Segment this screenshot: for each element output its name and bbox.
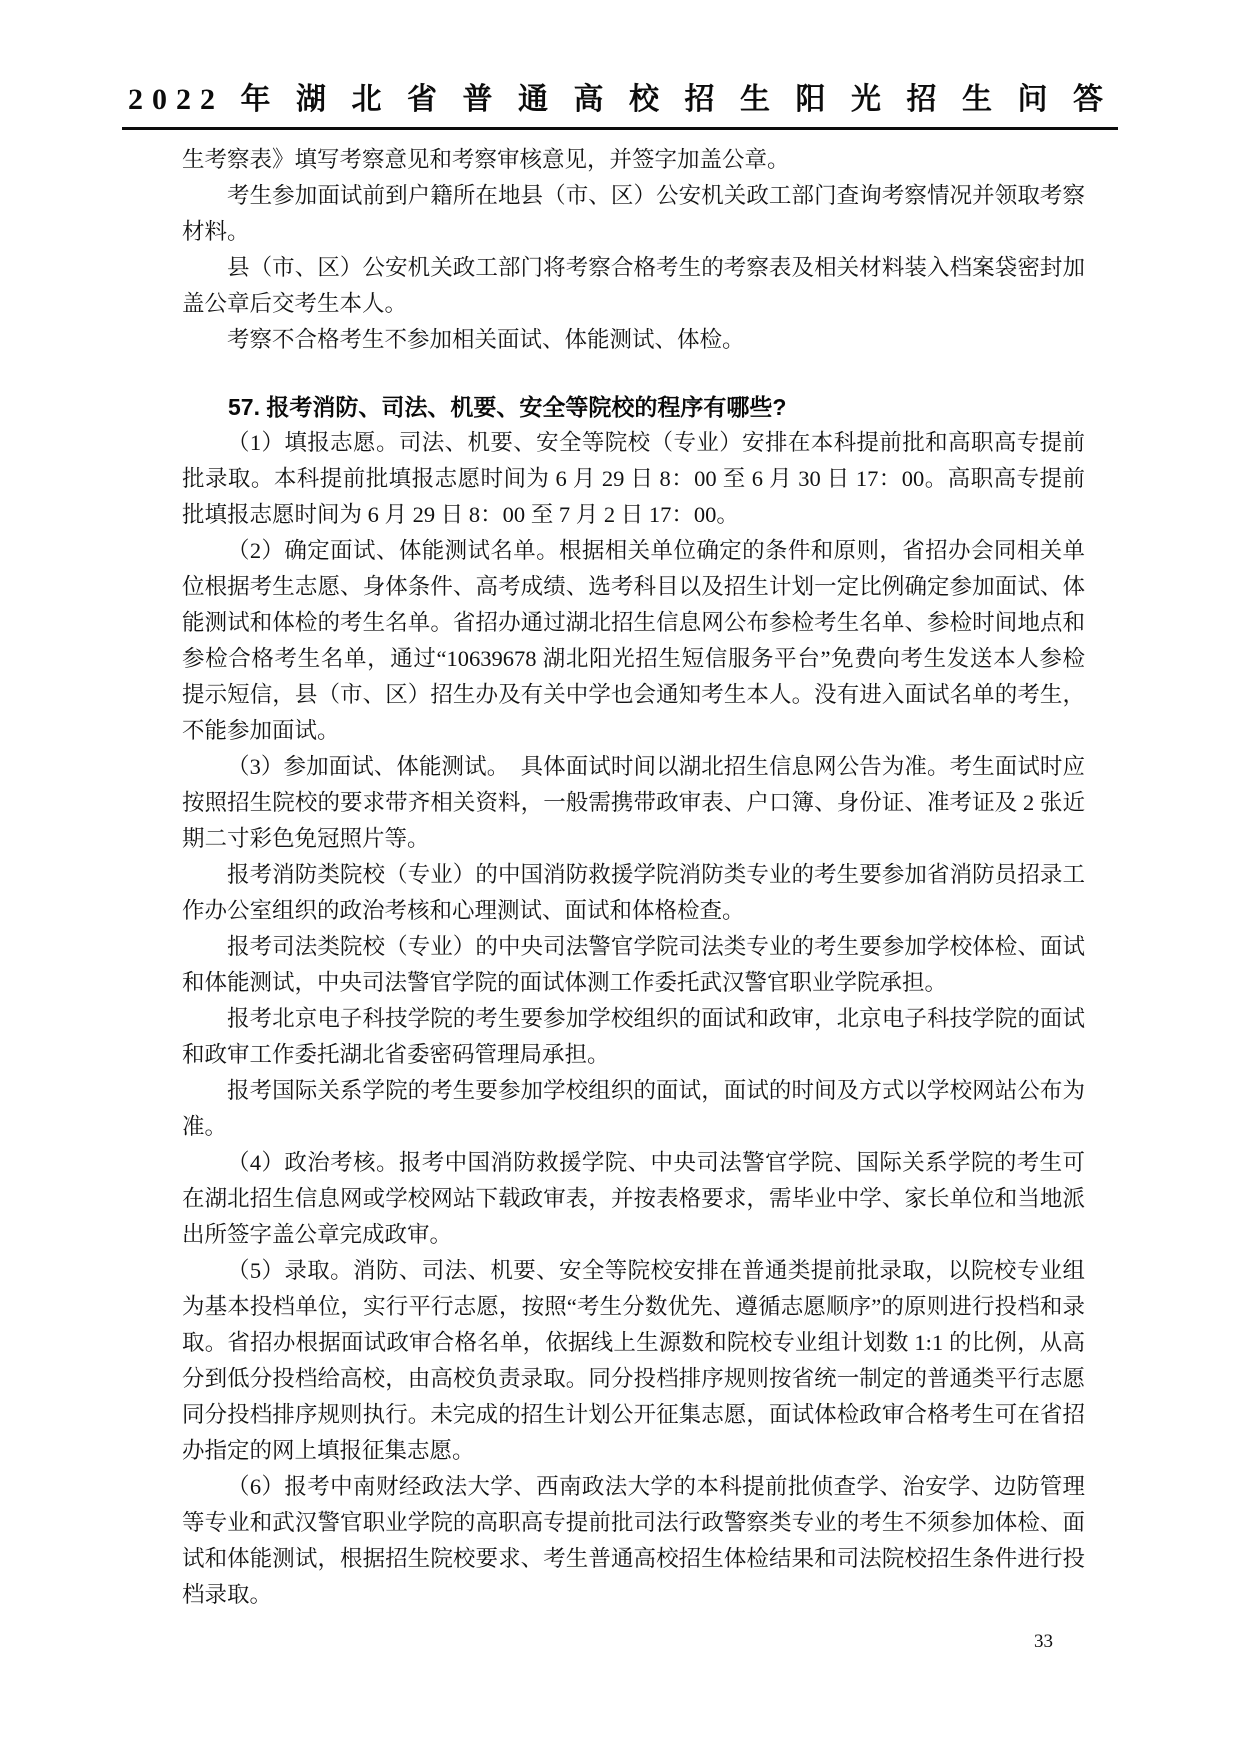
- paragraph: 报考司法类院校（专业）的中央司法警官学院司法类专业的考生要参加学校体检、面试和体能测试，中央司法警官学院的面试体测工作委托武汉警官职业学院承担。: [182, 934, 1085, 995]
- paragraph-step-2: （2）确定面试、体能测试名单。根据相关单位确定的条件和原则，省招办会同相关单位根据考生志愿、身体条件、高考成绩、选考科目以及招生计划一定比例确定参加面试、体能测试和体检的考生名单。省招办通过湖北招生信息网公布参检考生名单、参检时间地点和参检合格考生名单，通过“10639678 湖北阳光招生短信服务平台”免费向考生发送本人参检提示短信，县（市、区）招生办及有关中学也会通知考生本人。没有进入面试名单的考生，不能参加面试。: [182, 538, 1085, 743]
- paragraph: 县（市、区）公安机关政工部门将考察合格考生的考察表及相关材料装入档案袋密封加盖公章后交考生本人。: [182, 255, 1085, 316]
- paragraph-step-4: （4）政治考核。报考中国消防救援学院、中央司法警官学院、国际关系学院的考生可在湖北招生信息网或学校网站下载政审表，并按表格要求，需毕业中学、家长单位和当地派出所签字盖公章完成政审。: [182, 1150, 1085, 1247]
- paragraph: 报考北京电子科技学院的考生要参加学校组织的面试和政审，北京电子科技学院的面试和政审工作委托湖北省委密码管理局承担。: [182, 1006, 1085, 1067]
- paragraph-step-6: （6）报考中南财经政法大学、西南政法大学的本科提前批侦查学、治安学、边防管理等专业和武汉警官职业学院的高职高专提前批司法行政警察类专业的考生不须参加体检、面试和体能测试，根据招生院校要求、考生普通高校招生体检结果和司法院校招生条件进行投档录取。: [182, 1474, 1085, 1607]
- paragraph: 考察不合格考生不参加相关面试、体能测试、体检。: [227, 327, 745, 352]
- document-body: [182, 142, 1085, 1613]
- paragraph-continuation: 生考察表》填写考察意见和考察审核意见，并签字加盖公章。: [182, 147, 790, 172]
- paragraph-step-3: （3）参加面试、体能测试。 具体面试时间以湖北招生信息网公告为准。考生面试时应按照招生院校的要求带齐相关资料，一般需携带政审表、户口簿、身份证、准考证及 2 张近期二寸彩色免冠照片等。: [182, 754, 1085, 851]
- question-heading-57: 57. 报考消防、司法、机要、安全等院校的程序有哪些?: [228, 394, 787, 420]
- paragraph: 考生参加面试前到户籍所在地县（市、区）公安机关政工部门查询考察情况并领取考察材料。: [182, 183, 1085, 244]
- document-title: 2022 年 湖 北 省 普 通 高 校 招 生 阳 光 招 生 问 答: [122, 74, 1118, 130]
- page-number: 33: [1034, 1631, 1053, 1652]
- document-header: [0, 0, 1240, 130]
- paragraph: 报考消防类院校（专业）的中国消防救援学院消防类专业的考生要参加省消防员招录工作办公室组织的政治考核和心理测试、面试和体格检查。: [182, 862, 1085, 923]
- paragraph-step-1: （1）填报志愿。司法、机要、安全等院校（专业）安排在本科提前批和高职高专提前批录取。本科提前批填报志愿时间为 6 月 29 日 8：00 至 6 月 30 日 17：00。高职高专提前批填报志愿时间为 6 月 29 日 8：00 至 7 月 2 日 17：00。: [182, 430, 1085, 527]
- paragraph: 报考国际关系学院的考生要参加学校组织的面试，面试的时间及方式以学校网站公布为准。: [182, 1078, 1085, 1139]
- paragraph-step-5: （5）录取。消防、司法、机要、安全等院校安排在普通类提前批录取，以院校专业组为基本投档单位，实行平行志愿，按照“考生分数优先、遵循志愿顺序”的原则进行投档和录取。省招办根据面试政审合格名单，依据线上生源数和院校专业组计划数 1:1 的比例，从高分到低分投档给高校，由高校负责录取。同分投档排序规则按省统一制定的普通类平行志愿同分投档排序规则执行。未完成的招生计划公开征集志愿，面试体检政审合格考生可在省招办指定的网上填报征集志愿。: [182, 1258, 1085, 1463]
- page-footer: [1034, 1631, 1053, 1653]
